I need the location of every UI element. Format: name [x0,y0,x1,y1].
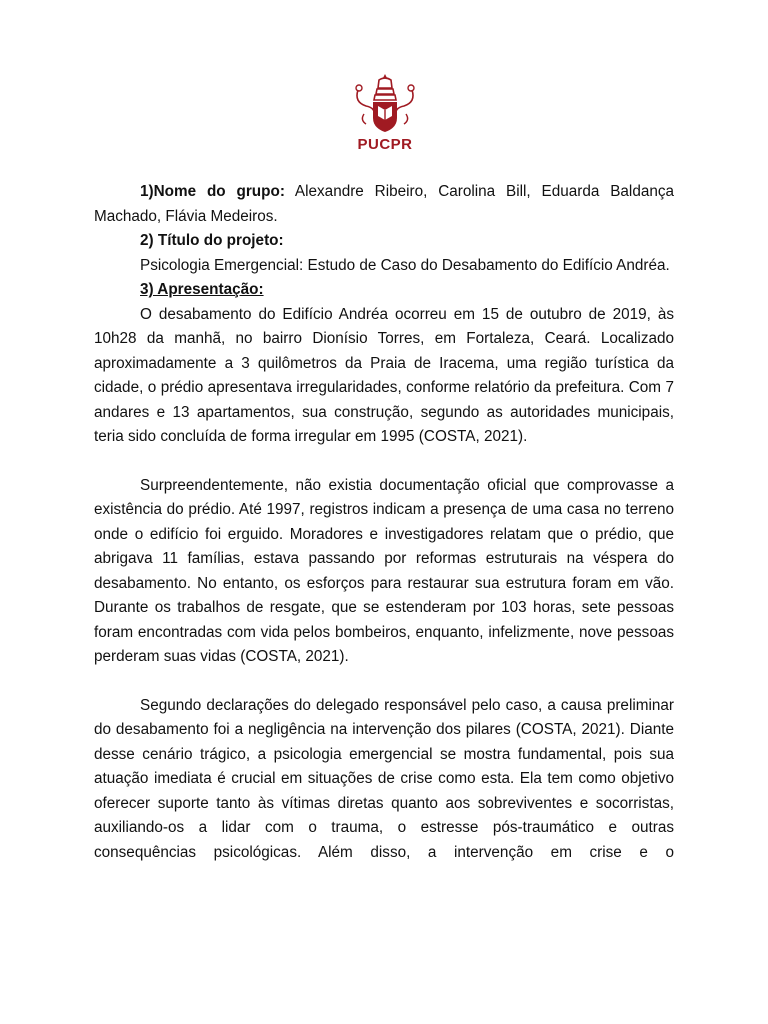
project-title-label: 2) Título do projeto: [140,232,284,249]
group-name-paragraph [94,180,674,229]
project-title-value: Psicologia Emergencial: Estudo de Caso do Desabamento do Edifício Andréa. [140,256,670,274]
presentation-heading [94,278,674,303]
presentation-paragraph-3: Segundo declarações do delegado responsável pelo caso, a causa preliminar do desabamento foi a negligência na intervenção dos pilares (COSTA, 2021). Diante desse cenário trágico, a psicologia emergencial se mostra fundamental, pois sua atuação imediata é crucial em situações de crise como esta. Ela tem como objetivo oferecer suporte tanto às vítimas diretas quanto aos sobreviventes e socorristas, auxiliando-os a lidar com o trauma, o estresse pós-traumático e outras consequências psicológicas. Além disso, a intervenção em crise e o [94,696,674,861]
project-title-heading [94,229,674,254]
group-name-value: Alexandre Ribeiro, Carolina Bill, Eduarda Baldança Machado, Flávia Medeiros. [94,183,675,225]
presentation-paragraph-1: O desabamento do Edifício Andréa ocorreu em 15 de outubro de 2019, às 10h28 da manhã, no bairro Dionísio Torres, em Fortaleza, Ceará. Localizado aproximadamente a 3 quilômetros da Praia de Iracema, uma região turística da cidade, o prédio apresentava irregularidades, conforme relatório da prefeitura. Com 7 andares e 13 apartamentos, sua construção, segundo as autoridades municipais, teria sido concluída de forma irregular em 1995 (COSTA, 2021). [94,305,674,445]
presentation-label: 3) Apresentação: [140,281,264,298]
logo-text: PUCPR [357,136,413,153]
document-body [94,180,674,865]
group-name-label: 1)Nome do grupo: [140,183,285,200]
pucpr-logo [345,72,425,158]
coat-of-arms-icon [350,72,420,134]
presentation-paragraph-2: Surpreendentemente, não existia documentação oficial que comprovasse a existência do prédio. Até 1997, registros indicam a presença de uma casa no terreno onde o edifício foi erguido. Moradores e investigadores relatam que o prédio, que abrigava 11 famílias, estava passando por reformas estruturais na véspera do desabamento. No entanto, os esforços para restaurar sua estrutura foram em vão. Durante os trabalhos de resgate, que se estenderam por 103 horas, sete pessoas foram encontradas com vida pelos bombeiros, enquanto, infelizmente, nove pessoas perderam suas vidas (COSTA, 2021). [94,476,674,665]
